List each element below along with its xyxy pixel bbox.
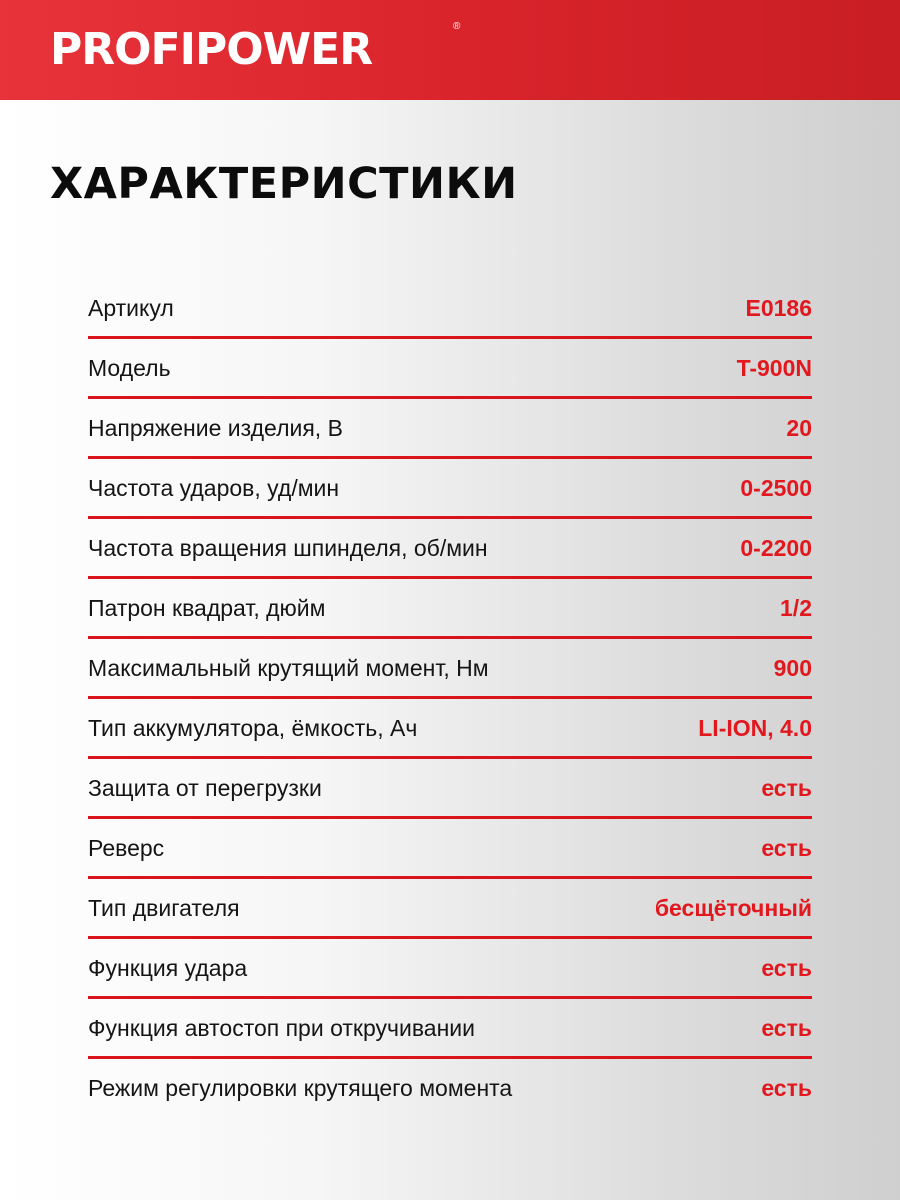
spec-label-motor-type: Тип двигателя — [88, 895, 240, 921]
spec-value-model: T-900N — [736, 355, 812, 381]
spec-value-motor-type: бесщёточный — [654, 895, 812, 921]
spec-value-overload-protection: есть — [761, 775, 812, 801]
spec-row — [88, 819, 812, 879]
spec-label-model: Модель — [88, 355, 171, 381]
spec-value-article: E0186 — [745, 295, 812, 321]
spec-value-battery: LI-ION, 4.0 — [698, 715, 812, 741]
spec-value-voltage: 20 — [786, 415, 812, 441]
spec-value-autostop: есть — [761, 1015, 812, 1041]
spec-label-chuck: Патрон квадрат, дюйм — [88, 595, 326, 621]
spec-label-spindle-speed: Частота вращения шпинделя, об/мин — [88, 535, 488, 561]
spec-row — [88, 339, 812, 399]
spec-label-max-torque: Максимальный крутящий момент, Нм — [88, 655, 489, 681]
spec-row — [88, 699, 812, 759]
spec-row — [88, 879, 812, 939]
brand-logo: PROFIPOWER — [50, 24, 373, 75]
spec-row — [88, 279, 812, 339]
spec-row — [88, 459, 812, 519]
spec-value-reverse: есть — [761, 835, 812, 861]
spec-row — [88, 519, 812, 579]
spec-label-impact-function: Функция удара — [88, 955, 248, 981]
spec-row — [88, 939, 812, 999]
page-title: ХАРАКТЕРИСТИКИ — [50, 159, 518, 209]
spec-label-autostop: Функция автостоп при откручивании — [88, 1015, 475, 1041]
spec-value-chuck: 1/2 — [780, 595, 812, 621]
spec-label-overload-protection: Защита от перегрузки — [88, 775, 322, 801]
spec-value-torque-adjust: есть — [761, 1075, 812, 1101]
spec-label-reverse: Реверс — [88, 835, 165, 861]
spec-value-spindle-speed: 0-2200 — [740, 535, 812, 561]
spec-list — [88, 279, 812, 1119]
header-banner — [0, 0, 900, 100]
spec-label-impact-rate: Частота ударов, уд/мин — [88, 475, 340, 501]
spec-row — [88, 639, 812, 699]
spec-value-impact-rate: 0-2500 — [740, 475, 812, 501]
spec-row — [88, 1059, 812, 1119]
spec-label-voltage: Напряжение изделия, В — [88, 415, 343, 441]
spec-value-impact-function: есть — [761, 955, 812, 981]
registered-mark: ® — [453, 21, 461, 32]
spec-label-torque-adjust: Режим регулировки крутящего момента — [88, 1075, 513, 1101]
spec-row — [88, 399, 812, 459]
spec-value-max-torque: 900 — [773, 655, 812, 681]
spec-row — [88, 759, 812, 819]
spec-label-article: Артикул — [88, 295, 174, 321]
spec-row — [88, 579, 812, 639]
spec-label-battery: Тип аккумулятора, ёмкость, Ач — [88, 715, 418, 741]
spec-row — [88, 999, 812, 1059]
